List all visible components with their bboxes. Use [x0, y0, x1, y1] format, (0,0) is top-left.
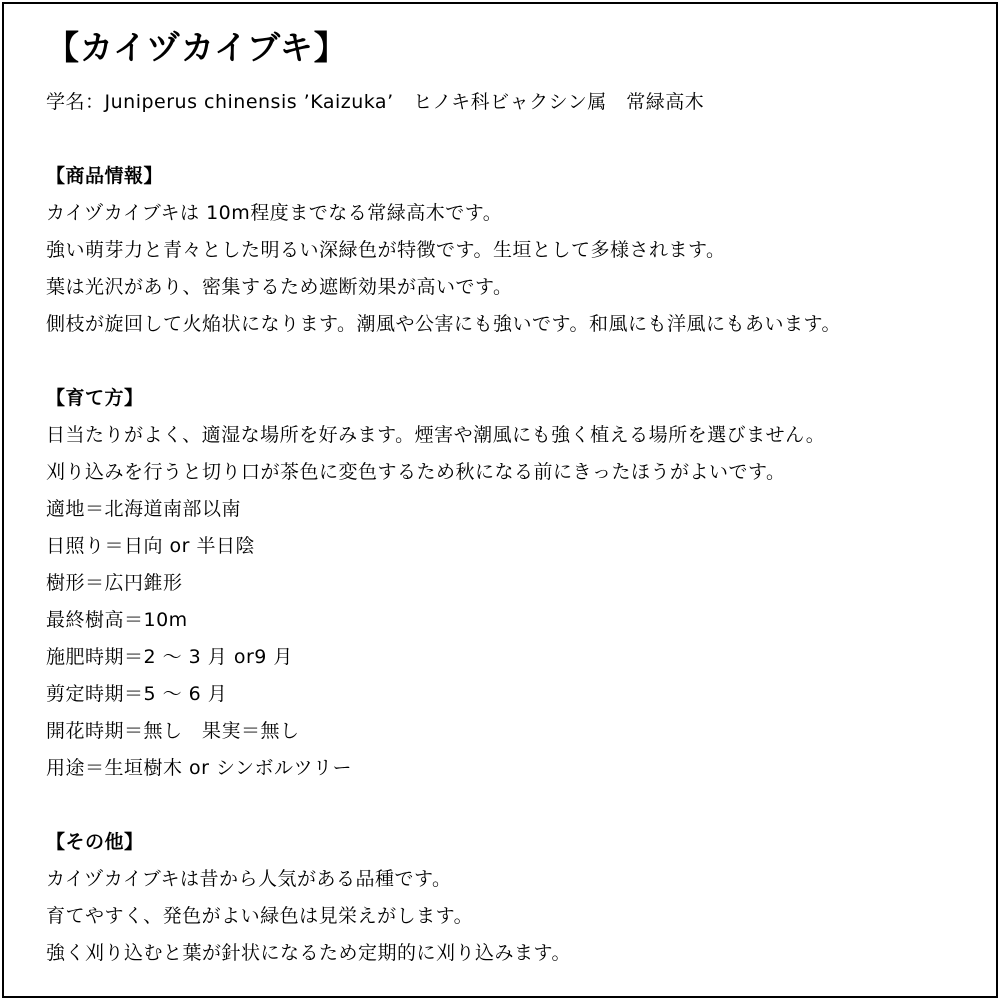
care-line: 日当たりがよく、適湿な場所を好みます。煙害や潮風にも強く植える場所を選びません。 — [46, 424, 826, 446]
care-spec-region: 適地＝北海道南部以南 — [46, 498, 242, 520]
care-spec-flower-fruit: 開花時期＝無し 果実＝無し — [46, 720, 300, 742]
product-info-line: 強い萌芽力と青々とした明るい深緑色が特徴です。生垣として多様されます。 — [46, 239, 726, 261]
care-section — [46, 380, 976, 787]
scientific-name: 学名：Juniperus chinensis ’Kaizuka’ ヒノキ科ビャクシン属 常緑高木 — [46, 91, 705, 113]
spacer — [46, 787, 976, 824]
care-line: 刈り込みを行うと切り口が茶色に変色するため秋になる前にきったほうがよいです。 — [46, 461, 786, 483]
care-spec-prune: 剪定時期＝5 ～ 6 月 — [46, 683, 228, 705]
product-info-section — [46, 158, 976, 343]
content — [46, 24, 976, 972]
care-spec-height: 最終樹高＝10m — [46, 609, 188, 631]
other-line: カイヅカイブキは昔から人気がある品種です。 — [46, 868, 452, 890]
other-line: 育てやすく、発色がよい緑色は見栄えがします。 — [46, 905, 474, 927]
care-spec-usage: 用途＝生垣樹木 or シンボルツリー — [46, 757, 353, 779]
spacer — [46, 121, 976, 158]
product-info-line: 側枝が旋回して火焔状になります。潮風や公害にも強いです。和風にも洋風にもあいます。 — [46, 313, 841, 335]
product-info-line: カイヅカイブキは 10m程度までなる常緑高木です。 — [46, 202, 503, 224]
other-heading: 【その他】 — [46, 831, 144, 853]
product-info-heading: 【商品情報】 — [46, 165, 164, 187]
spacer — [46, 343, 976, 380]
care-heading: 【育て方】 — [46, 387, 144, 409]
other-section — [46, 824, 976, 972]
other-line: 強く刈り込むと葉が針状になるため定期的に刈り込みます。 — [46, 942, 571, 964]
care-spec-sunlight: 日照り＝日向 or 半日陰 — [46, 535, 256, 557]
care-spec-fertilize: 施肥時期＝2 ～ 3 月 or9 月 — [46, 646, 293, 668]
product-info-line: 葉は光沢があり、密集するため遮断効果が高いです。 — [46, 276, 513, 298]
care-spec-shape: 樹形＝広円錐形 — [46, 572, 183, 594]
product-sheet — [2, 2, 998, 998]
page-title: 【カイヅカイブキ】 — [46, 28, 348, 67]
